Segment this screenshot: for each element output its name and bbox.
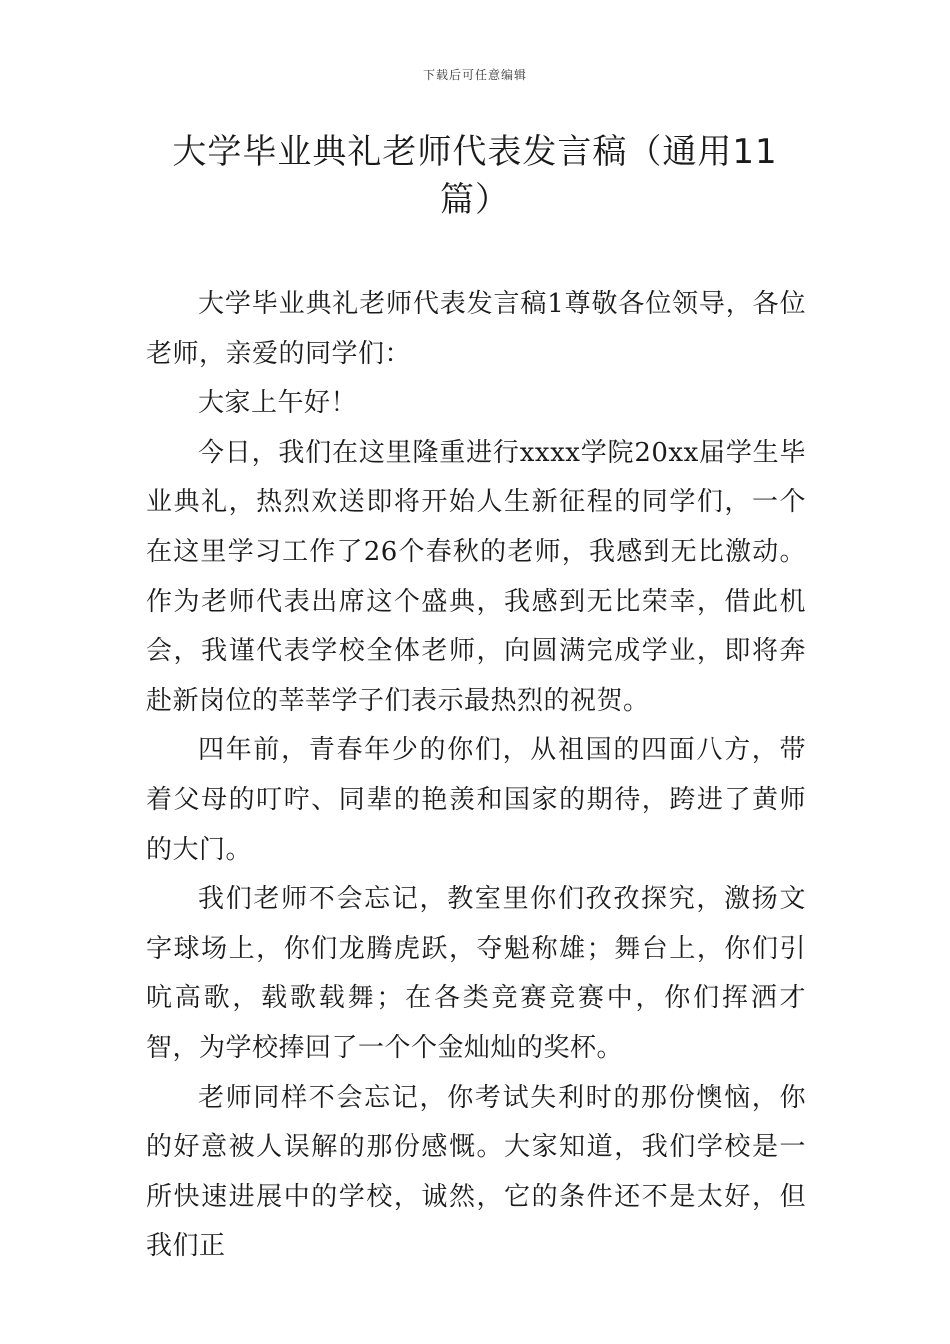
paragraph-four-years-ago: 四年前，青春年少的你们，从祖国的四面八方，带着父母的叮咛、同辈的艳羡和国家的期待，跨进了黄师的大门。 (146, 735, 806, 865)
paragraph-salutation: 大家上午好！ (198, 388, 358, 419)
document-body (146, 280, 806, 1272)
paragraph-not-forget: 老师同样不会忘记，你考试失利时的那份懊恼，你的好意被人误解的那份感慨。大家知道，我们学校是一所快速进展中的学校，诚然，它的条件还不是太好，但我们正 (146, 1082, 806, 1262)
paragraph-teachers-remember: 我们老师不会忘记，教室里你们孜孜探究，激扬文字球场上，你们龙腾虎跃，夺魁称雄；舞台上，你们引吭高歌，载歌载舞；在各类竞赛竞赛中，你们挥洒才智，为学校捧回了一个个金灿灿的奖杯。 (146, 884, 806, 1063)
paragraph-greeting: 大学毕业典礼老师代表发言稿1尊敬各位领导，各位老师，亲爱的同学们： (146, 289, 806, 369)
paragraph-ceremony: 今日，我们在这里隆重进行xxxx学院20xx届学生毕业典礼，热烈欢送即将开始人生新征程的同学们，一个在这里学习工作了26个春秋的老师，我感到无比激动。作为老师代表出席这个盛典，我感到无比荣幸，借此机会，我谨代表学校全体老师，向圆满完成学业，即将奔赴新岗位的莘莘学子们表示最热烈的祝贺。 (146, 437, 806, 716)
document-title: 大学毕业典礼老师代表发言稿（通用11篇） (172, 132, 778, 220)
header-note: 下载后可任意编辑 (422, 68, 527, 82)
